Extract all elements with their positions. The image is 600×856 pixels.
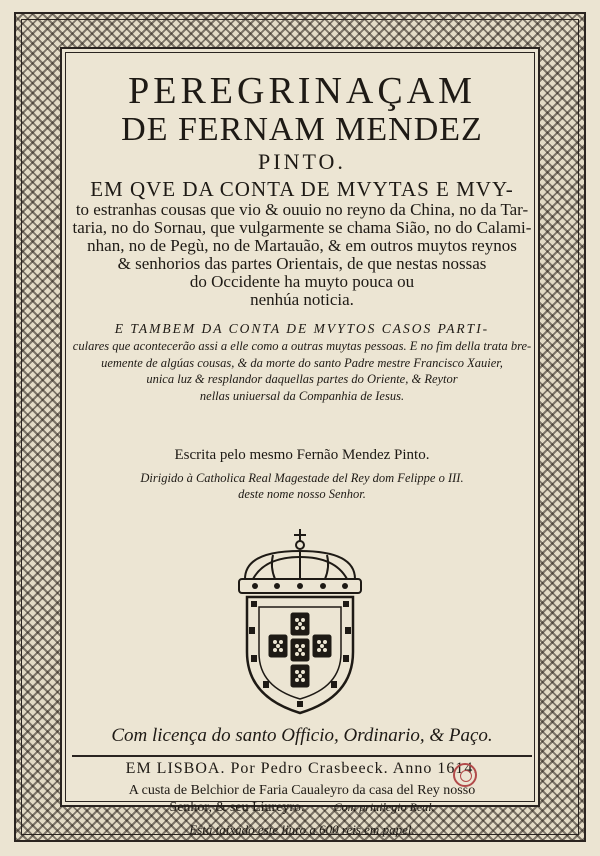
description-line: nhan, no de Pegù, no de Martauão, & em outros muytos reynos <box>87 236 517 255</box>
also-body <box>62 338 542 404</box>
imprint-publisher: Senhor, & seu Liureyro. <box>169 800 305 815</box>
description-body <box>62 201 542 309</box>
text-frame <box>60 47 540 837</box>
dedication-line-1: Dirigido à Catholica Real Magestade del Rey dom Felippe o III. <box>140 471 464 485</box>
also-line: nellas uniuersal da Companhia de Iesus. <box>199 388 405 403</box>
divider <box>72 755 532 757</box>
description-line: to estranhas cousas que vio & ouuio no reyno da China, no da Tar- <box>75 200 529 219</box>
author-line: Escrita pelo mesmo Fernão Mendez Pinto. <box>174 447 430 463</box>
title-line-1: PEREGRINAÇAM <box>128 70 476 112</box>
description-line: nenhúa noticia. <box>250 290 354 309</box>
title-line-2: DE FERNAM MENDEZ <box>121 111 483 148</box>
royal-coat-of-arms-icon <box>225 527 375 717</box>
price-line: Està taixado este liuro a 600 reis em papel. <box>189 822 415 837</box>
also-line: uemente de algúas cousas, & da morte do santo Padre mestre Francisco Xauier, <box>101 355 503 370</box>
imprint-line-1: EM LISBOA. Por Pedro Crasbeeck. Anno 1614. <box>125 760 479 777</box>
dedication <box>62 470 542 502</box>
dedication-line-2: deste nome nosso Senhor. <box>238 487 366 501</box>
description-line: taria, no do Sornau, que vulgarmente se chama Sião, no do Calami- <box>72 218 532 237</box>
description-line: & senhorios das partes Orientais, de que nestas nossas <box>117 254 487 273</box>
library-stamp-icon <box>453 763 477 787</box>
privilege-note: Com priuilegio Real. <box>333 800 435 814</box>
also-line: culares que acontecerão assi a elle como a outras muytas pessoas. E no fim della trata bre- <box>72 339 532 353</box>
description-heading: EM QVE DA CONTA DE MVYTAS E MVY- <box>90 177 514 201</box>
also-line: unica luz & resplandor daquellas partes do Oriente, & Reytor <box>146 372 458 386</box>
also-heading: E TAMBEM DA CONTA DE MVYTOS CASOS PARTI- <box>114 321 490 336</box>
description-line: do Occidente ha muyto pouca ou <box>189 272 415 291</box>
title-line-3: PINTO. <box>258 149 346 174</box>
imprint-line-3 <box>62 797 542 818</box>
license-line: Com licença do santo Officio, Ordinario, & Paço. <box>111 725 493 746</box>
imprint-line-2: A custa de Belchior de Faria Caualeyro da casa del Rey nosso <box>128 783 476 798</box>
